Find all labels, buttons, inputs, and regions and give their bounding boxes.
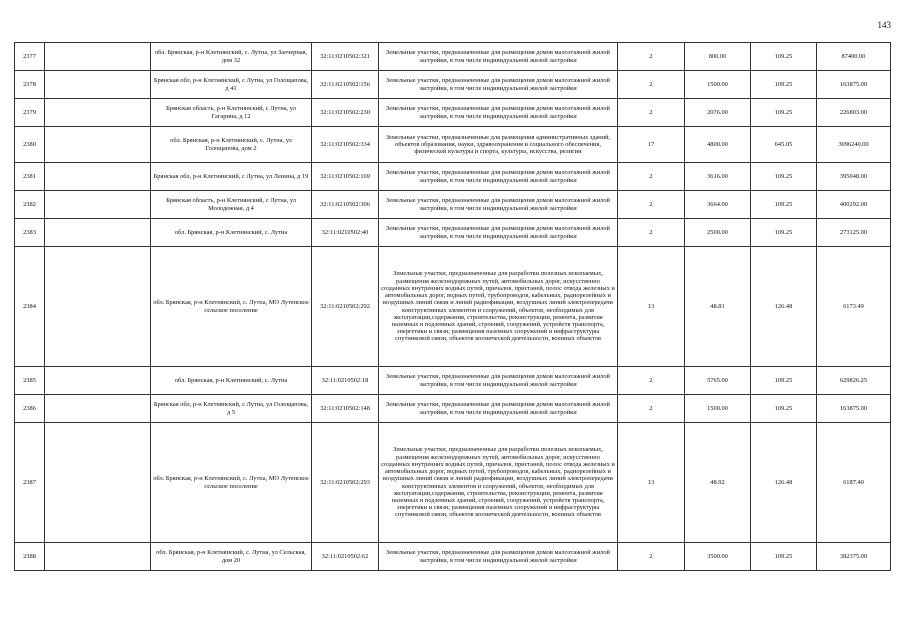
row-cadastral-number: 32:11:0210502:169 <box>312 163 379 191</box>
row-number: 2387 <box>15 423 45 543</box>
row-address: обл. Брянская, р-н Клетнянский, с. Лутна, ул Заочерная, дом 32 <box>151 43 312 71</box>
row-area: 5765.00 <box>685 367 751 395</box>
row-group-code: 13 <box>618 247 685 367</box>
row-land-use-description: Земельные участки, предназначенные для разработки полезных ископаемых, размещения железнодорожных путей, автомобильных дорог, искусственно созданных внутренних водных путей, причалов, пристаней, полос отвода железных и автомобильных дорог, водных путей, трубопроводов, кабельных, радиорелейных и воздушных линий связи и линий радиофикации, воздушных линий электропередачи конструктивных элементов и сооружений, объектов, необходимых для эксплуатации,содержания, строительства, реконструкции, ремонта, развития наземных и подземных зданий, строений, сооружений, устройств транспорта, энергетики и связи; размещения наземных сооружений и инфраструктуры спутниковой связи, объектов космической деятельности, военных объектов <box>379 247 618 367</box>
table-row <box>15 163 891 191</box>
row-cadastral-value: 163875.00 <box>817 395 891 423</box>
row-specific-value: 109.25 <box>751 367 817 395</box>
row-number: 2380 <box>15 127 45 163</box>
row-number: 2379 <box>15 99 45 127</box>
row-cadastral-number: 32:11:0210502:148 <box>312 395 379 423</box>
row-group-code: 2 <box>618 543 685 571</box>
row-cadastral-number: 32:11:0210502:156 <box>312 71 379 99</box>
row-area: 2500.00 <box>685 219 751 247</box>
row-group-code: 2 <box>618 163 685 191</box>
row-cadastral-number: 32:11:0210502:230 <box>312 99 379 127</box>
row-area: 1500.00 <box>685 395 751 423</box>
row-cadastral-value: 6187.40 <box>817 423 891 543</box>
row-land-use-description: Земельные участки, предназначенные для размещения домов малоэтажной жилой застройки, в том числе индивидуальной жилой застройки <box>379 543 618 571</box>
row-area: 2076.00 <box>685 99 751 127</box>
spacer <box>45 543 151 571</box>
row-address: Брянская область, р-н Клетнянский, с Лутна, ул Молодежная, д 4 <box>151 191 312 219</box>
row-cadastral-value: 226803.00 <box>817 99 891 127</box>
row-specific-value: 109.25 <box>751 99 817 127</box>
row-cadastral-value: 400292.00 <box>817 191 891 219</box>
row-land-use-description: Земельные участки, предназначенные для размещения домов малоэтажной жилой застройки, в том числе индивидуальной жилой застройки <box>379 395 618 423</box>
row-number: 2381 <box>15 163 45 191</box>
spacer <box>45 99 151 127</box>
row-group-code: 2 <box>618 71 685 99</box>
row-group-code: 2 <box>618 99 685 127</box>
row-area: 3664.00 <box>685 191 751 219</box>
row-specific-value: 109.25 <box>751 219 817 247</box>
row-area: 3500.00 <box>685 543 751 571</box>
row-land-use-description: Земельные участки, предназначенные для размещения домов малоэтажной жилой застройки, в том числе индивидуальной жилой застройки <box>379 219 618 247</box>
row-cadastral-number: 32:11:0210502:293 <box>312 423 379 543</box>
row-specific-value: 109.25 <box>751 395 817 423</box>
spacer <box>45 71 151 99</box>
row-cadastral-value: 273125.00 <box>817 219 891 247</box>
row-address: обл. Брянская, р-н Клетнянский, с. Лутна, МО Лутенское сельское поселение <box>151 423 312 543</box>
row-cadastral-value: 629826.25 <box>817 367 891 395</box>
row-group-code: 2 <box>618 395 685 423</box>
row-group-code: 2 <box>618 367 685 395</box>
row-number: 2384 <box>15 247 45 367</box>
row-area: 4800.00 <box>685 127 751 163</box>
row-number: 2388 <box>15 543 45 571</box>
row-area: 3616.00 <box>685 163 751 191</box>
cadastral-value-table <box>14 42 891 571</box>
row-land-use-description: Земельные участки, предназначенные для размещения домов малоэтажной жилой застройки, в том числе индивидуальной жилой застройки <box>379 367 618 395</box>
row-cadastral-number: 32:11:0210502:292 <box>312 247 379 367</box>
spacer <box>45 395 151 423</box>
row-group-code: 17 <box>618 127 685 163</box>
row-cadastral-number: 32:11:0210502:306 <box>312 191 379 219</box>
row-number: 2386 <box>15 395 45 423</box>
row-address: Брянская обл, р-н Клетнянский, с Лутна, ул Голощапова, д 5 <box>151 395 312 423</box>
row-land-use-description: Земельные участки, предназначенные для размещения домов малоэтажной жилой застройки, в том числе индивидуальной жилой застройки <box>379 191 618 219</box>
row-cadastral-number: 32:11:0210502:18 <box>312 367 379 395</box>
spacer <box>45 191 151 219</box>
row-land-use-description: Земельные участки, предназначенные для разработки полезных ископаемых, размещения железнодорожных путей, автомобильных дорог, искусственно созданных внутренних водных путей, причалов, пристаней, полос отвода железных и автомобильных дорог, водных путей, трубопроводов, кабельных, радиорелейных и воздушных линий связи и линий радиофикации, воздушных линий электропередачи конструктивных элементов и сооружений, объектов, необходимых для эксплуатации,содержания, строительства, реконструкции, ремонта, развития наземных и подземных зданий, строений, сооружений, устройств транспорта, энергетики и связи; размещения наземных сооружений и инфраструктуры спутниковой связи, объектов космической деятельности, военных объектов <box>379 423 618 543</box>
row-specific-value: 126.48 <box>751 247 817 367</box>
row-land-use-description: Земельные участки, предназначенные для размещения административных зданий, объектов образования, науки, здравоохранения и социального обеспечения, физической культуры и спорта, культуры, искусства, религии <box>379 127 618 163</box>
row-number: 2382 <box>15 191 45 219</box>
row-number: 2377 <box>15 43 45 71</box>
spacer <box>45 127 151 163</box>
row-cadastral-value: 382375.00 <box>817 543 891 571</box>
row-cadastral-value: 163875.00 <box>817 71 891 99</box>
row-group-code: 2 <box>618 191 685 219</box>
row-address: Брянская обл, р-н Клетнянский, с Лутна, ул Ленина, д 19 <box>151 163 312 191</box>
row-cadastral-value: 87400.00 <box>817 43 891 71</box>
row-area: 48.81 <box>685 247 751 367</box>
spacer <box>45 367 151 395</box>
row-address: обл. Брянская, р-н Клетнянский, с. Лутна <box>151 367 312 395</box>
row-area: 800.00 <box>685 43 751 71</box>
row-number: 2385 <box>15 367 45 395</box>
row-area: 48.92 <box>685 423 751 543</box>
row-group-code: 2 <box>618 43 685 71</box>
table-row <box>15 423 891 543</box>
row-cadastral-number: 32:11:0210502:62 <box>312 543 379 571</box>
row-cadastral-number: 32:11:0210502:321 <box>312 43 379 71</box>
row-group-code: 2 <box>618 219 685 247</box>
row-specific-value: 109.25 <box>751 191 817 219</box>
table-row <box>15 219 891 247</box>
row-number: 2383 <box>15 219 45 247</box>
row-specific-value: 645.05 <box>751 127 817 163</box>
table-row <box>15 191 891 219</box>
row-address: Брянская область, р-н Клетнянский, с Лутна, ул Гагарина, д 12 <box>151 99 312 127</box>
row-cadastral-value: 6173.49 <box>817 247 891 367</box>
row-address: обл. Брянская, р-н Клетнянский, с. Лутна, ул Сельская, дом 20 <box>151 543 312 571</box>
row-cadastral-number: 32:11:0210502:40 <box>312 219 379 247</box>
row-cadastral-value: 3096240.00 <box>817 127 891 163</box>
row-address: обл. Брянская, р-н Клетнянский, с. Лутна, МО Лутенское сельское поселение <box>151 247 312 367</box>
spacer <box>45 423 151 543</box>
table-row <box>15 43 891 71</box>
table-row <box>15 543 891 571</box>
row-cadastral-number: 32:11:0210502:334 <box>312 127 379 163</box>
row-address: обл. Брянская, р-н Клетнянский, с. Лутна <box>151 219 312 247</box>
row-land-use-description: Земельные участки, предназначенные для размещения домов малоэтажной жилой застройки, в том числе индивидуальной жилой застройки <box>379 163 618 191</box>
row-land-use-description: Земельные участки, предназначенные для размещения домов малоэтажной жилой застройки, в том числе индивидуальной жилой застройки <box>379 71 618 99</box>
page-number: 143 <box>877 20 891 30</box>
table-row <box>15 127 891 163</box>
row-number: 2378 <box>15 71 45 99</box>
table-row <box>15 71 891 99</box>
row-land-use-description: Земельные участки, предназначенные для размещения домов малоэтажной жилой застройки, в том числе индивидуальной жилой застройки <box>379 99 618 127</box>
row-land-use-description: Земельные участки, предназначенные для размещения домов малоэтажной жилой застройки, в том числе индивидуальной жилой застройки <box>379 43 618 71</box>
row-specific-value: 109.25 <box>751 163 817 191</box>
table-body <box>15 43 891 571</box>
row-group-code: 13 <box>618 423 685 543</box>
spacer <box>45 43 151 71</box>
row-specific-value: 109.25 <box>751 543 817 571</box>
row-specific-value: 109.25 <box>751 71 817 99</box>
row-specific-value: 126.48 <box>751 423 817 543</box>
spacer <box>45 163 151 191</box>
table-row <box>15 99 891 127</box>
table-row <box>15 367 891 395</box>
table-row <box>15 247 891 367</box>
row-area: 1500.00 <box>685 71 751 99</box>
row-specific-value: 109.25 <box>751 43 817 71</box>
row-cadastral-value: 395048.00 <box>817 163 891 191</box>
table-row <box>15 395 891 423</box>
row-address: Брянская обл, р-н Клетнянский, с Лутна, ул Голощапова, д 41 <box>151 71 312 99</box>
spacer <box>45 219 151 247</box>
spacer <box>45 247 151 367</box>
row-address: обл. Брянская, р-н Клетнянский, с. Лутна, ул Голощапова, дом 2 <box>151 127 312 163</box>
